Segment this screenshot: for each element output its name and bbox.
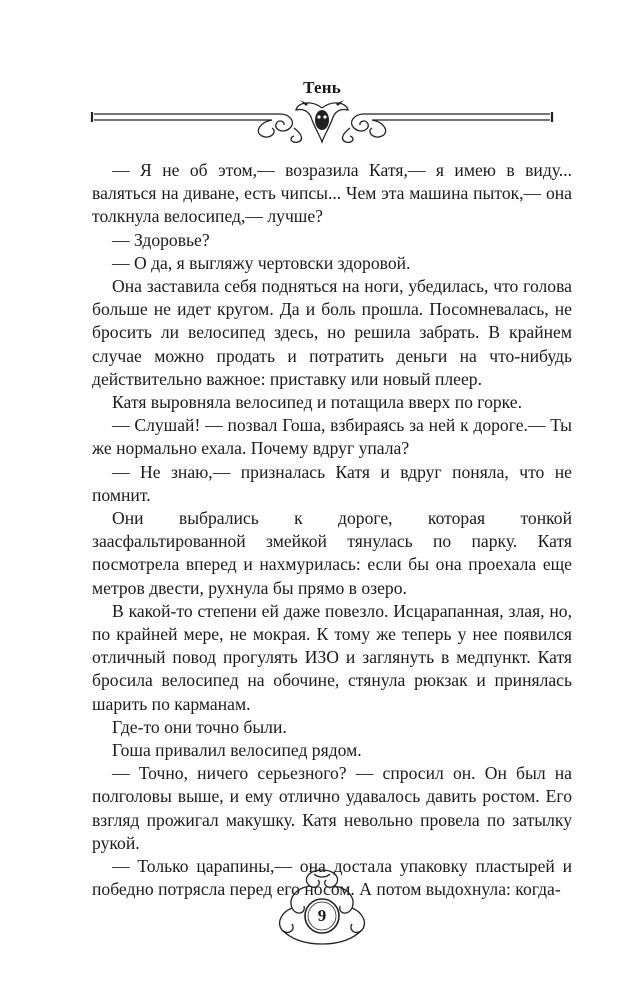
paragraph: Они выбрались к дороге, которая тонкой заасфальтированной змейкой тянулась по парку. Катя посмотрела вперед и нахмурилась: если бы она проехала еще метров двести, рухнула бы прямо в озеро. (92, 508, 572, 598)
paragraph: — Слушай! — позвал Гоша, взбираясь за ней к дороге.— Ты же нормально ехала. Почему вдруг упала? (92, 415, 572, 459)
body-text-block-2 (92, 507, 572, 901)
paragraph: — Не знаю,— призналась Катя и вдруг поняла, что не помнит. (92, 461, 572, 505)
paragraph: — О да, я выгляжу чертовски здоровой. (112, 252, 411, 273)
paragraph: — Здоровье? (112, 229, 210, 250)
paragraph: — Только царапины,— она достала упаковку пластырей и победно потрясла перед его носом. А потом выдохнула: когда- (92, 856, 572, 900)
paragraph: В какой-то степени ей даже повезло. Исцарапанная, злая, но, по крайней мере, не мокрая. К тому же теперь у нее появился отличный повод прогулять ИЗО и заглянуть в медпункт. Катя бросила велосипед на обочине, стянула рюкзак и принялась шарить по карманам. (92, 600, 572, 714)
page-number: 9 (317, 906, 327, 925)
paragraph: Катя выровняла велосипед и потащила вверх по горке. (112, 392, 522, 413)
running-title: Тень (303, 78, 341, 97)
paragraph: — Я не об этом,— возразила Катя,— я имею в виду... валяться на диване, есть чипсы... Чем эта машина пыток,— она толкнула велосипед,— лучше? (92, 160, 572, 227)
paragraph: Гоша привалил велосипед рядом. (112, 740, 362, 761)
paragraph: Где-то они точно были. (112, 716, 287, 737)
header-ornament (90, 98, 554, 144)
body-text-block-1 (92, 159, 572, 507)
paragraph: — Точно, ничего серьезного? — спросил он. Он был на полголовы выше, и ему отлично удавалось давить ростом. Его взгляд прожигал макушку. Катя невольно провела по затылку рукой. (92, 763, 572, 853)
paragraph: Она заставила себя подняться на ноги, убедилась, что голова больше не идет кругом. Да и боль прошла. Посомневалась, не бросить ли велосипед здесь, но решила забрать. В крайнем случае можно продать и потратить деньги на что-нибудь действительно важное: приставку или новый плеер. (92, 276, 572, 389)
